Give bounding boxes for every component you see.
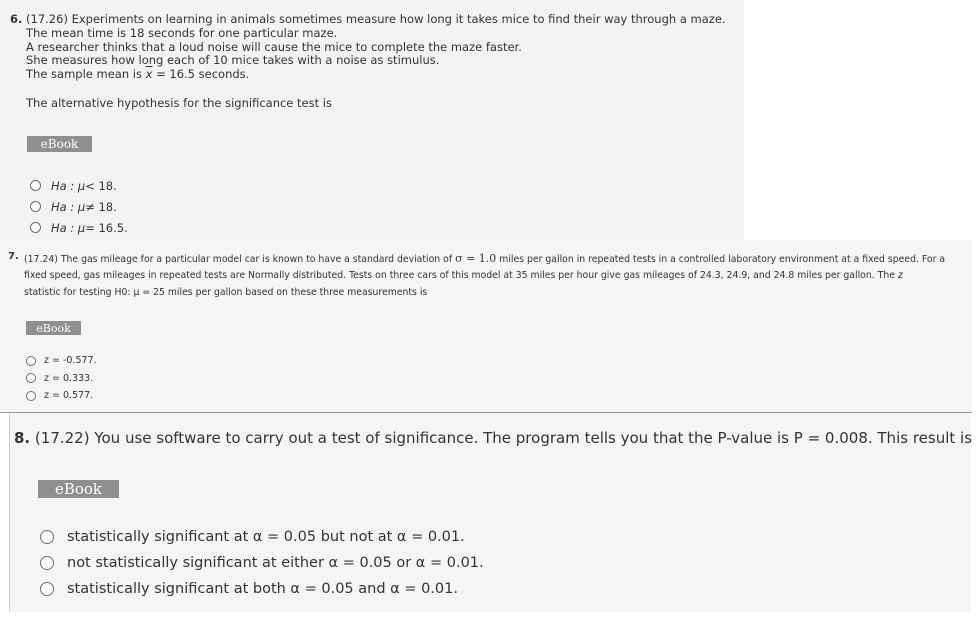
question-reference: (17.26) [26, 12, 68, 26]
answer-option[interactable] [40, 524, 484, 550]
option-text: statistically significant at α = 0.05 but not at α = 0.01. [67, 529, 465, 545]
question-6-header [10, 13, 726, 27]
option-symbol: Ha : μ [51, 199, 86, 214]
option-text: z = 0.333. [44, 372, 94, 384]
answer-option[interactable] [30, 175, 128, 196]
answer-option[interactable] [40, 576, 484, 602]
z-symbol: z [897, 270, 903, 281]
option-text: not statistically significant at either α = 0.05 or α = 0.01. [67, 555, 484, 571]
question-8-header [14, 429, 972, 447]
option-symbol: Ha : μ [51, 220, 86, 235]
question-8 [9, 413, 971, 612]
radio-button[interactable] [40, 530, 54, 544]
question-6-body [26, 27, 522, 81]
radio-button[interactable] [26, 391, 36, 401]
question-6 [0, 0, 744, 240]
ebook-button[interactable]: eBook [26, 321, 81, 335]
option-text: z = 0.577. [44, 390, 94, 402]
question-number: 6. [10, 12, 23, 26]
answer-option[interactable] [30, 217, 128, 238]
option-symbol: Ha : μ [51, 178, 86, 193]
ebook-button[interactable]: eBook [38, 480, 119, 498]
radio-button[interactable] [40, 582, 54, 596]
question-text-line-4: She measures how long each of 10 mice takes with a noise as stimulus. [26, 53, 440, 68]
question-text: (17.22) You use software to carry out a test of significance. The program tells you that the P-value is P = 0.008. This result is [34, 429, 973, 447]
radio-button[interactable] [30, 180, 41, 191]
answer-option[interactable] [30, 196, 128, 217]
ebook-button[interactable]: eBook [27, 136, 92, 152]
answer-options [30, 175, 128, 238]
answer-option[interactable] [26, 352, 97, 370]
question-text-line-1 [24, 252, 945, 265]
question-text-line-5 [26, 68, 522, 82]
sample-mean-symbol: $\overline{x}$ [145, 66, 153, 81]
question-text-line-1: Experiments on learning in animals sometimes measure how long it takes mice to find their way through a maze. [71, 12, 726, 26]
answer-option[interactable] [26, 387, 97, 405]
alternative-hypothesis-prompt: The alternative hypothesis for the significance test is [26, 96, 332, 110]
option-text: statistically significant at both α = 0.05 and α = 0.01. [67, 581, 458, 597]
question-text: miles per gallon in repeated tests in a controlled laboratory environment at a fixed speed. For a [499, 254, 946, 265]
question-text-line-2 [24, 270, 903, 281]
question-number: 8. [14, 429, 31, 447]
question-7 [0, 240, 972, 413]
answer-option[interactable] [26, 370, 97, 388]
sigma-value: σ = 1.0 [455, 252, 497, 265]
radio-button[interactable] [26, 373, 36, 383]
question-number: 7. [8, 251, 19, 262]
question-text-line-2: The mean time is 18 seconds for one particular maze. [26, 26, 338, 40]
radio-button[interactable] [30, 222, 41, 233]
radio-button[interactable] [30, 201, 41, 212]
answer-option[interactable] [40, 550, 484, 576]
sample-mean-value: = 16.5 seconds. [152, 66, 250, 81]
radio-button[interactable] [26, 356, 36, 366]
question-text: fixed speed, gas mileages in repeated tests are Normally distributed. Tests on three cars of this model at 35 miles per hour give gas mileages of 24.3, 24.9, and 24.8 miles per gallon. The [24, 270, 895, 281]
option-text: z = -0.577. [44, 355, 97, 367]
answer-options [26, 352, 97, 405]
sample-mean-label: The sample mean is [26, 66, 142, 81]
option-text: = 16.5. [85, 220, 128, 235]
question-text: (17.24) The gas mileage for a particular model car is known to have a standard deviation of [24, 254, 453, 265]
answer-options [40, 524, 484, 602]
option-text: ≠ 18. [85, 199, 117, 214]
question-text-line-3: A researcher thinks that a loud noise will cause the mice to complete the maze faster. [26, 39, 522, 54]
question-text-line-3: statistic for testing H0: μ = 25 miles per gallon based on these three measurements is [24, 287, 428, 298]
option-text: < 18. [85, 178, 117, 193]
radio-button[interactable] [40, 556, 54, 570]
